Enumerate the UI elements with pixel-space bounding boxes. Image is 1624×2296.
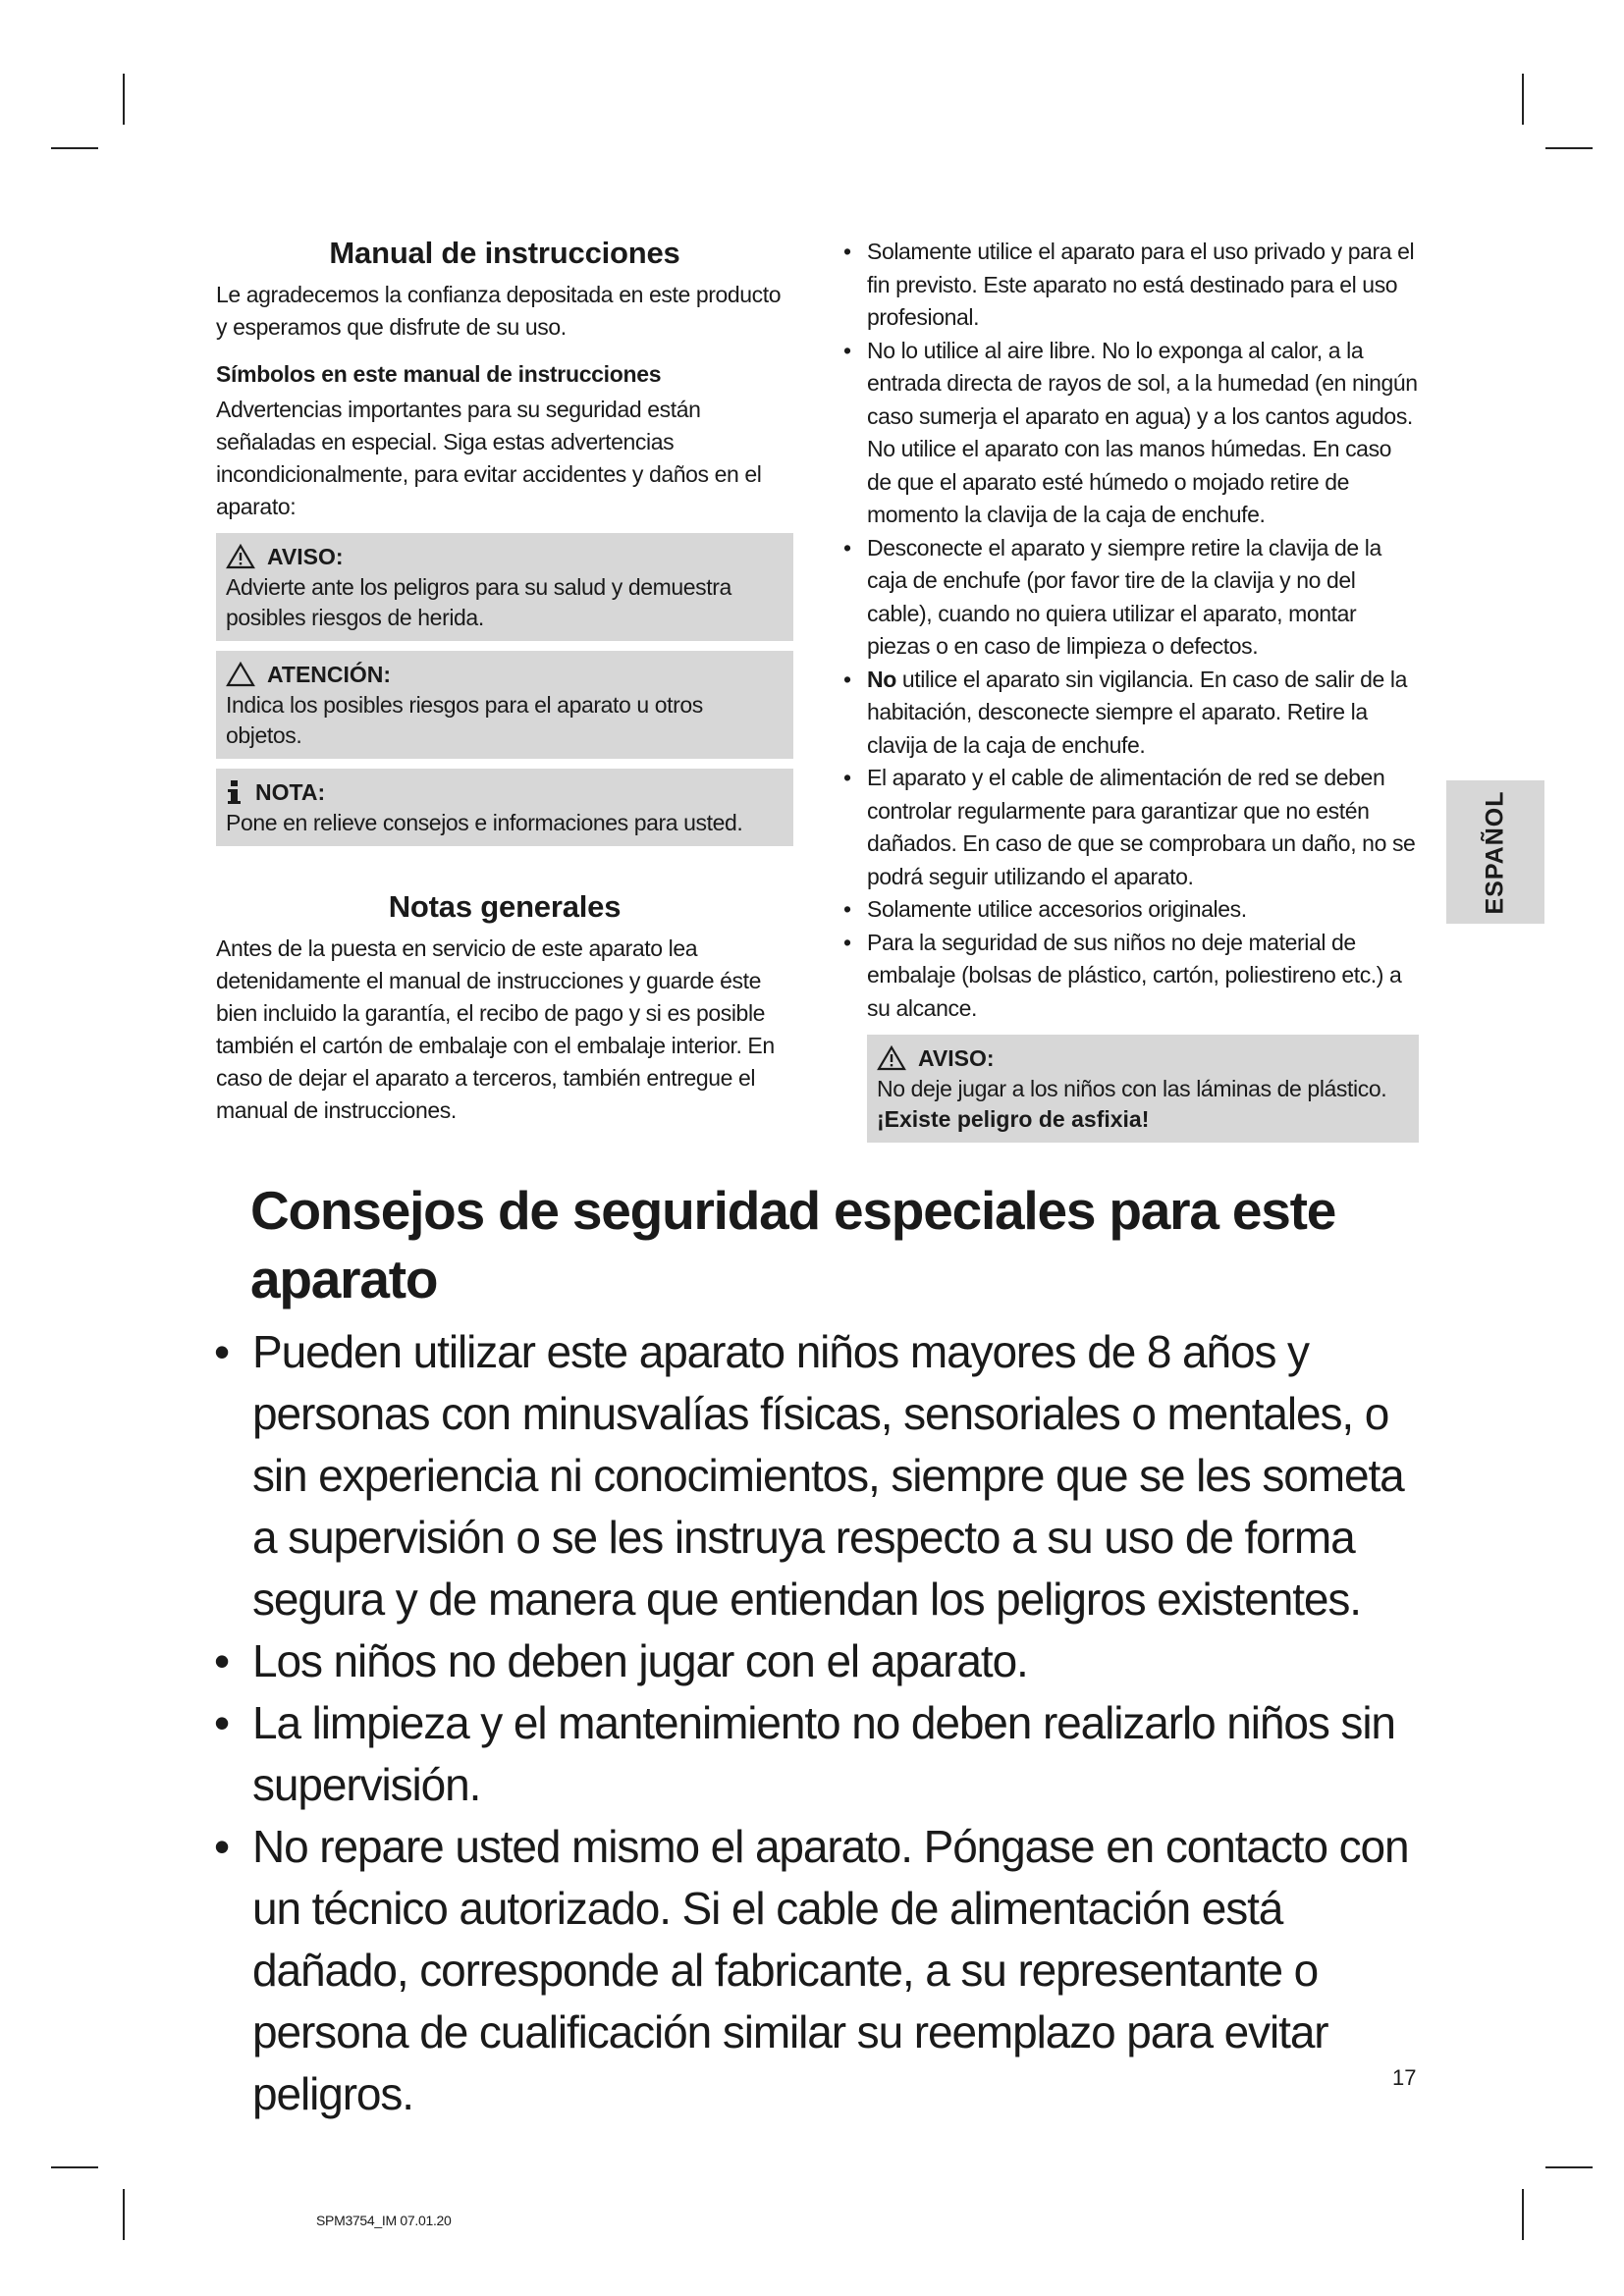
crop-mark: [51, 2166, 98, 2168]
crop-mark: [51, 147, 98, 149]
list-item: • No lo utilice al aire libre. No lo exponga al calor, a la entrada directa de rayos de sol, a la humedad (en ningún caso sumerja el aparato en agua) y a los cantos agudos. No utilice el aparato con las manos húmedas. En caso de que el aparato esté húmedo o mojado retire de momento la clavija de la caja de enchufe.: [839, 335, 1419, 532]
special-safety-list: [211, 1321, 1438, 2125]
aviso-children-box: [867, 1035, 1419, 1143]
symbols-heading: Símbolos en este manual de instrucciones: [216, 361, 662, 387]
language-tab-label: ESPAÑOL: [1481, 790, 1509, 914]
nota-text: Pone en relieve consejos e informaciones para usted.: [226, 810, 743, 835]
warning-triangle-icon: [226, 544, 255, 569]
intro-text: Le agradecemos la confianza depositada en este producto y esperamos que disfrute de su uso.: [216, 282, 782, 340]
special-safety-title: Consejos de seguridad especiales para este aparato: [250, 1180, 1336, 1309]
page-number: 17: [1392, 2065, 1417, 2090]
atencion-text: Indica los posibles riesgos para el aparato u otros objetos.: [226, 692, 703, 748]
list-item: • La limpieza y el mantenimiento no deben realizarlo niños sin supervisión.: [211, 1692, 1438, 1816]
general-notes-text: Antes de la puesta en servicio de este aparato lea detenidamente el manual de instrucciones y guarde éste bien incluido la garantía, el recibo de pago y si es posible también el cartón de embalaje con el embalaje interior. En caso de dejar el aparato a terceros, también entregue el manual de instrucciones.: [216, 935, 775, 1123]
safety-list: [839, 236, 1419, 1025]
aviso-title: AVISO:: [267, 544, 344, 569]
list-item: • El aparato y el cable de alimentación de red se deben controlar regularmente para garantizar que no estén dañados. En caso de que se comprobara un daño, no se podrá seguir utilizando el aparato.: [839, 762, 1419, 893]
list-item: • Solamente utilice el aparato para el uso privado y para el fin previsto. Este aparato no está destinado para el uso profesional.: [839, 236, 1419, 335]
general-notes-title: Notas generales: [388, 889, 622, 924]
caution-triangle-icon: [226, 662, 255, 687]
crop-mark: [1545, 2166, 1593, 2168]
list-item: • Solamente utilice accesorios originales.: [839, 893, 1419, 927]
aviso-box: [216, 533, 793, 641]
no-bold-word: No: [867, 666, 896, 692]
manual-title: Manual de instrucciones: [329, 236, 680, 270]
list-item: • Pueden utilizar este aparato niños mayores de 8 años y personas con minusvalías físicas, sensoriales o mentales, o sin experiencia ni conocimientos, siempre que se les someta a supervisión o se les instruya respecto a su uso de forma segura y de manera que entiendan los peligros existentes.: [211, 1321, 1438, 1630]
nota-title: NOTA:: [255, 779, 326, 805]
info-icon: [226, 779, 244, 805]
crop-mark: [1545, 147, 1593, 149]
list-item: • No repare usted mismo el aparato. Póngase en contacto con un técnico autorizado. Si el cable de alimentación está dañado, corresponde al fabricante, a su representante o persona de cualificación similar su reemplazo para evitar peligros.: [211, 1816, 1438, 2125]
atencion-box: [216, 651, 793, 759]
crop-mark: [123, 74, 125, 125]
list-item: [839, 664, 1419, 763]
footer-code: SPM3754_IM 07.01.20: [316, 2213, 452, 2228]
symbols-text: Advertencias importantes para su seguridad están señaladas en especial. Siga estas advertencias incondicionalmente, para evitar accidentes y daños en el aparato:: [216, 397, 762, 519]
list-item: • Desconecte el aparato y siempre retire la clavija de la caja de enchufe (por favor tire de la clavija y no del cable), cuando no quiera utilizar el aparato, montar piezas o en caso de limpieza o defectos.: [839, 532, 1419, 664]
list-item: • Los niños no deben jugar con el aparato.: [211, 1630, 1438, 1692]
left-column: [216, 236, 793, 1127]
nota-box: [216, 769, 793, 846]
crop-mark: [1522, 74, 1524, 125]
aviso-children-text: No deje jugar a los niños con las láminas de plástico.: [877, 1076, 1387, 1101]
crop-mark: [123, 2189, 125, 2240]
asphyxia-warning: ¡Existe peligro de asfixia!: [877, 1106, 1150, 1132]
aviso-text: Advierte ante los peligros para su salud y demuestra posibles riesgos de herida.: [226, 574, 731, 630]
list-item: • Para la seguridad de sus niños no deje material de embalaje (bolsas de plástico, cartón, poliestireno etc.) a su alcance.: [839, 927, 1419, 1026]
special-safety-section: [211, 1176, 1438, 2125]
right-column: [839, 236, 1419, 1152]
aviso-children-title: AVISO:: [918, 1045, 995, 1071]
crop-mark: [1522, 2189, 1524, 2240]
atencion-title: ATENCIÓN:: [267, 662, 392, 687]
warning-triangle-icon: [877, 1045, 906, 1071]
language-tab: [1446, 780, 1544, 924]
no-rest-text: utilice el aparato sin vigilancia. En caso de salir de la habitación, desconecte siempre el aparato. Retire la clavija de la caja de enchufe.: [867, 666, 1408, 758]
